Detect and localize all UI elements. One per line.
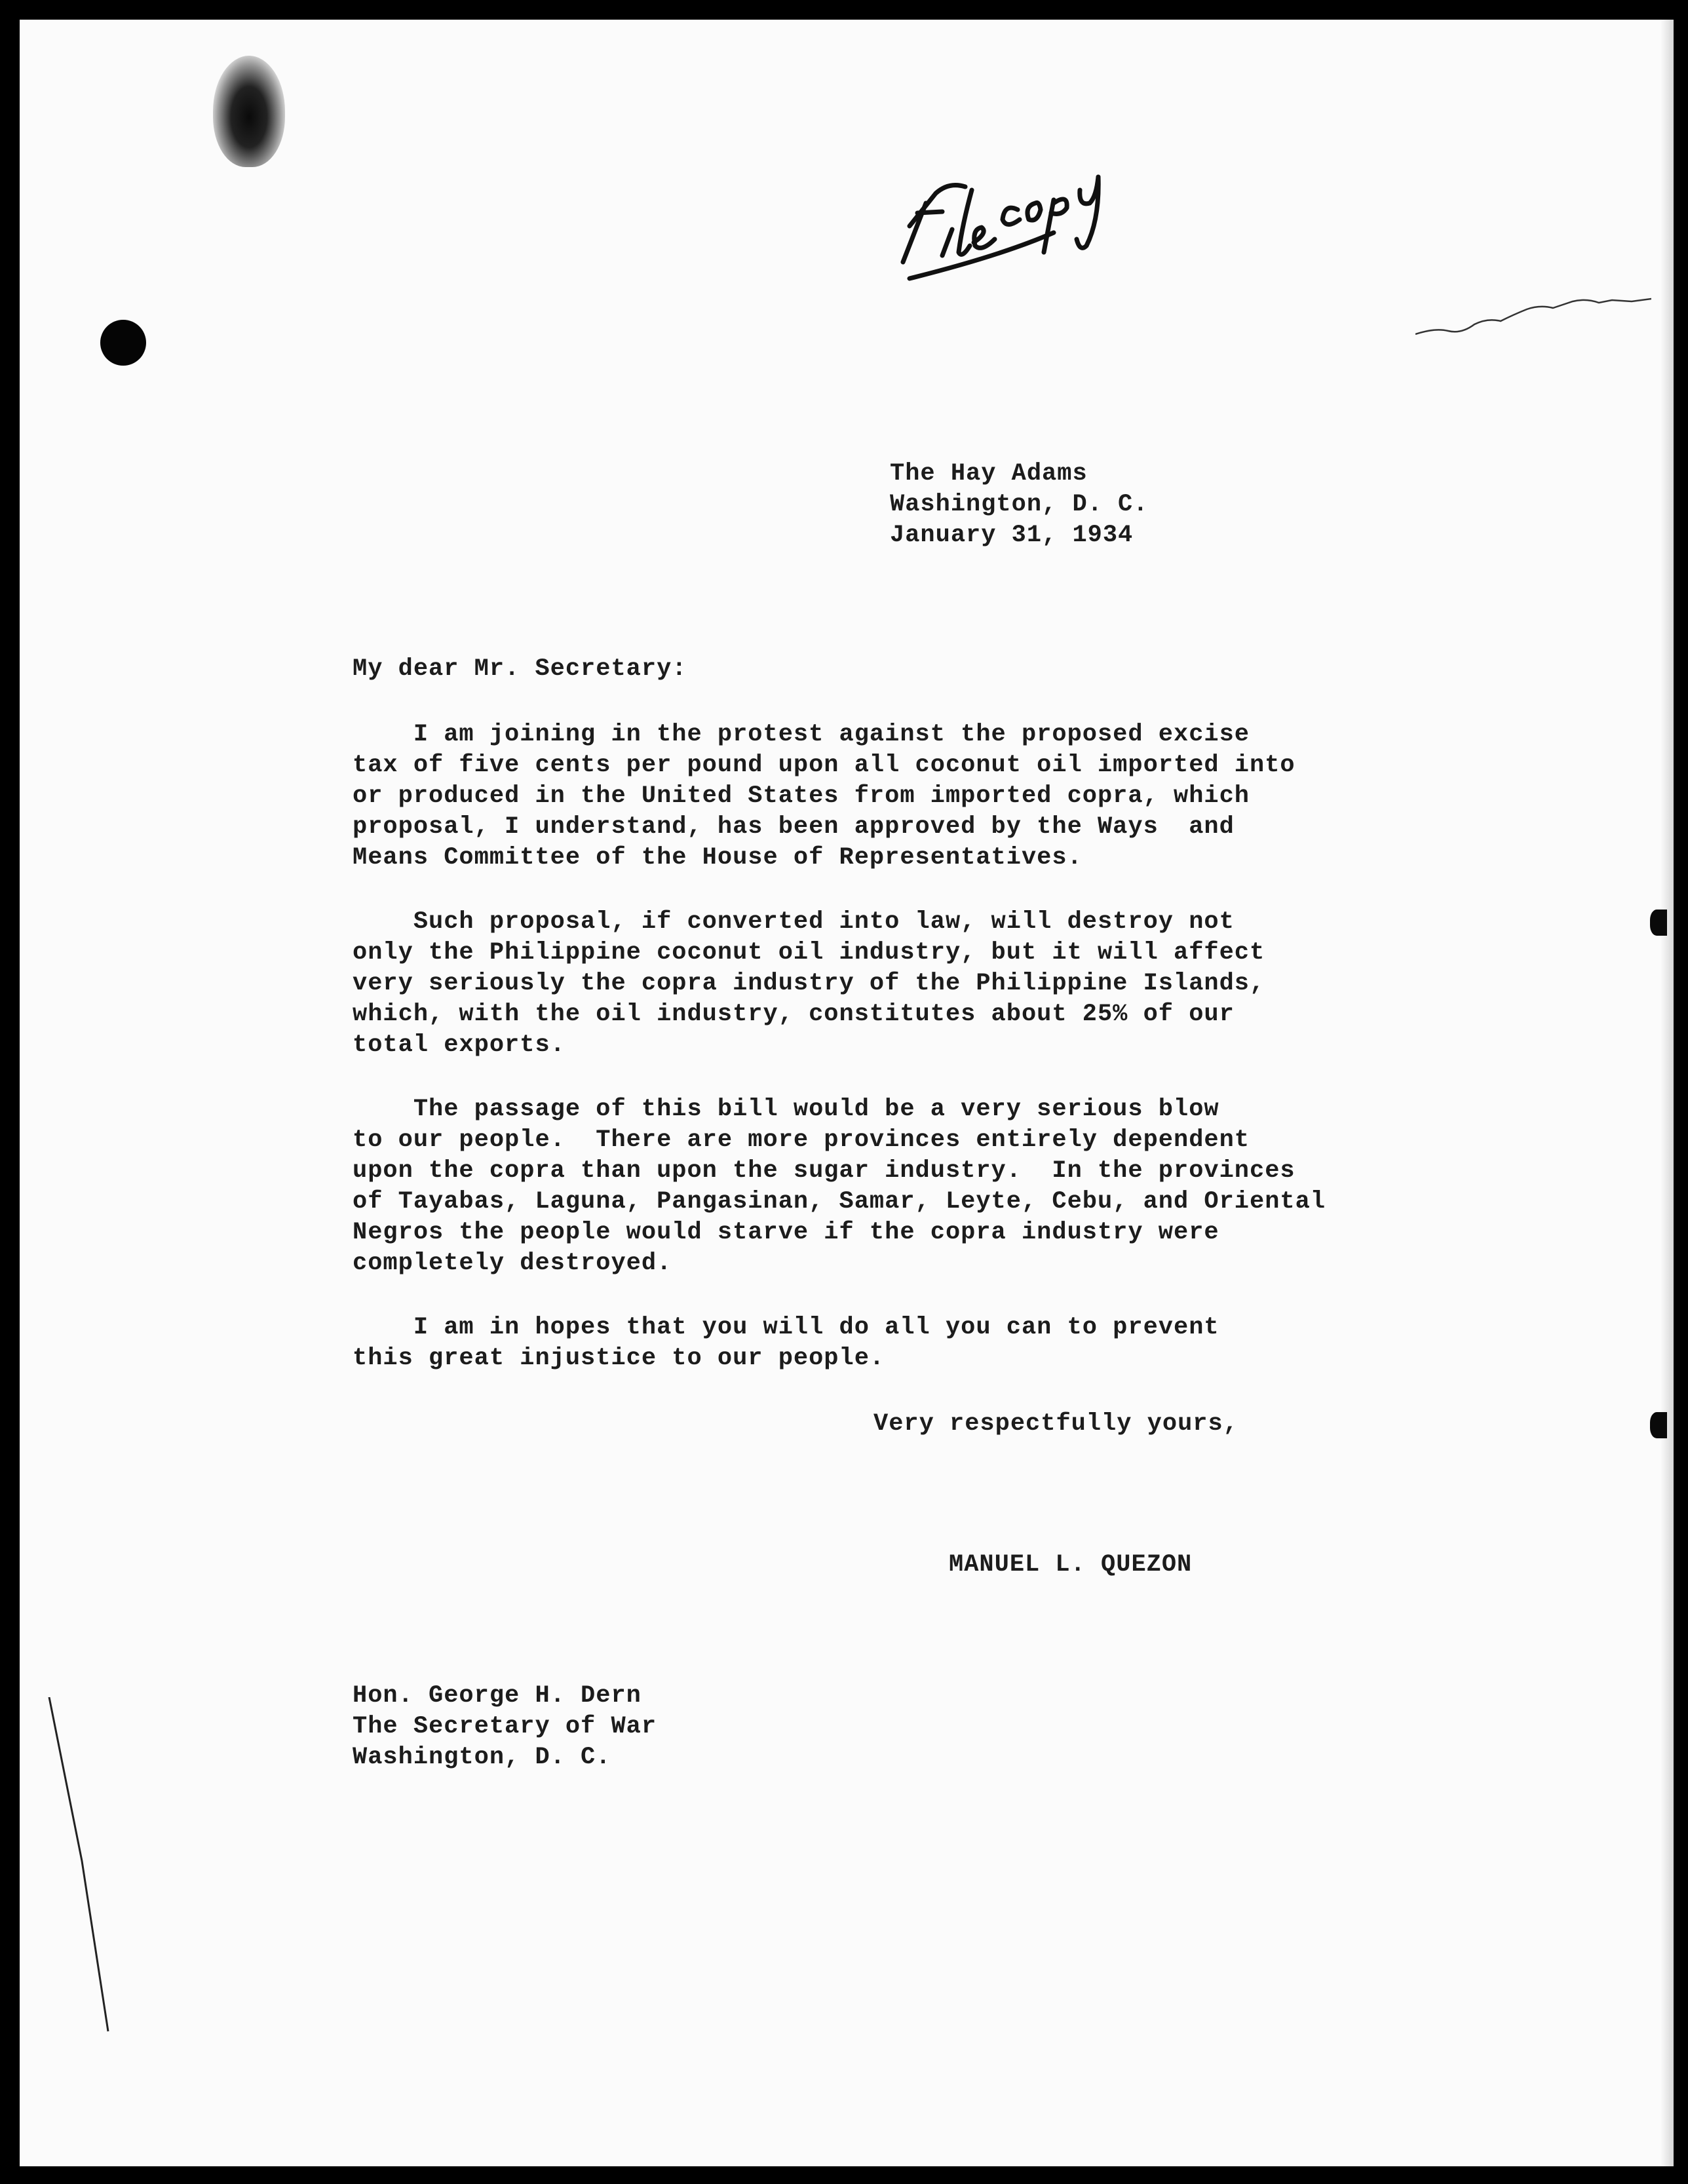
paragraph-line: Such proposal, if converted into law, will destroy not xyxy=(353,908,1235,936)
salutation: My dear Mr. Secretary: xyxy=(353,655,687,683)
ink-smudge xyxy=(213,56,285,167)
paragraph-line: The passage of this bill would be a very serious blow xyxy=(353,1096,1219,1123)
paragraph-line: which, with the oil industry, constitutes about 25% of our xyxy=(353,1001,1235,1028)
paragraph-line: I am in hopes that you will do all you can to prevent xyxy=(353,1314,1219,1341)
punch-hole xyxy=(100,320,146,366)
paragraph-line: only the Philippine coconut oil industry, but it will affect xyxy=(353,939,1265,967)
signature: MANUEL L. QUEZON xyxy=(949,1551,1193,1579)
handwritten-file-copy-note xyxy=(890,147,1152,318)
recipient-title: The Secretary of War xyxy=(353,1713,657,1740)
paragraph-line: Means Committee of the House of Representatives. xyxy=(353,844,1083,872)
paragraph-line: or produced in the United States from imported copra, which xyxy=(353,782,1250,810)
heading-city: Washington, D. C. xyxy=(890,491,1149,518)
paragraph-line: tax of five cents per pound upon all coconut oil imported into xyxy=(353,752,1295,779)
page-edge-shadow xyxy=(1660,20,1674,2166)
recipient-city: Washington, D. C. xyxy=(353,1744,611,1771)
paragraph-line: total exports. xyxy=(353,1031,566,1059)
paragraph-line: this great injustice to our people. xyxy=(353,1345,885,1372)
paragraph-line: I am joining in the protest against the proposed excise xyxy=(353,721,1250,748)
closing: Very respectfully yours, xyxy=(873,1410,1238,1438)
letter-page xyxy=(20,20,1674,2166)
paragraph-line: proposal, I understand, has been approved by the Ways and xyxy=(353,813,1235,841)
paragraph-line: to our people. There are more provinces entirely dependent xyxy=(353,1126,1250,1154)
paragraph-line: very seriously the copra industry of the Philippine Islands, xyxy=(353,970,1265,997)
recipient-name: Hon. George H. Dern xyxy=(353,1682,642,1710)
page-edge-notch xyxy=(1650,910,1667,936)
paragraph-line: of Tayabas, Laguna, Pangasinan, Samar, Leyte, Cebu, and Oriental xyxy=(353,1188,1326,1216)
heading-date: January 31, 1934 xyxy=(890,522,1134,549)
paragraph-line: Negros the people would starve if the copra industry were xyxy=(353,1219,1219,1246)
paragraph-line: completely destroyed. xyxy=(353,1250,672,1277)
heading-hotel: The Hay Adams xyxy=(890,460,1088,488)
edge-scratch-mark xyxy=(46,1697,125,2038)
paragraph-line: upon the copra than upon the sugar industry. In the provinces xyxy=(353,1157,1295,1185)
paper-fold-mark xyxy=(1415,295,1651,360)
page-edge-notch xyxy=(1650,1412,1667,1438)
